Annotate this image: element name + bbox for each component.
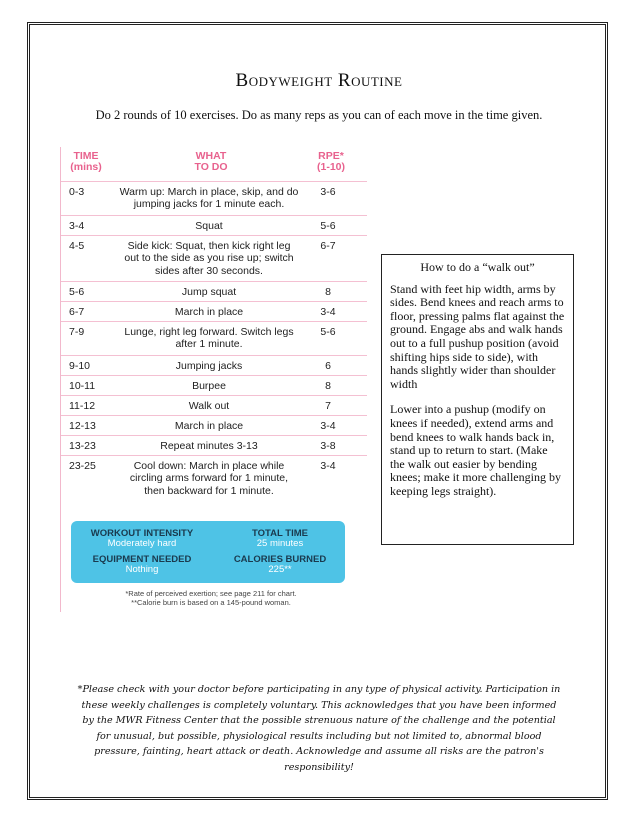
header-what: WHAT TO DO <box>194 150 228 173</box>
row-rpe: 3-4 <box>320 306 336 318</box>
table-row <box>61 235 367 280</box>
calories-label: CALORIES BURNED <box>233 554 327 565</box>
row-what: Side kick: Squat, then kick right leg out to the side as you rise up; switch sides after 30 seconds. <box>124 240 294 277</box>
row-rpe: 6 <box>325 360 331 372</box>
table-row <box>61 181 367 214</box>
row-what: Jump squat <box>181 286 237 298</box>
row-time: 12-13 <box>69 420 96 432</box>
row-time: 23-25 <box>69 460 96 472</box>
footnote-rpe: *Rate of perceived exertion; see page 211 for chart. <box>125 589 297 598</box>
row-what: Squat <box>195 220 223 232</box>
row-what: Walk out <box>188 400 230 412</box>
table-row <box>61 301 367 322</box>
table-row <box>61 375 367 396</box>
row-time: 4-5 <box>69 240 85 252</box>
routine-table <box>60 147 367 612</box>
disclaimer-text: *Please check with your doctor before participating in any type of physical activity. Participation in these weekly challenges is completely voluntary. This acknowledges that you have been informed by the MWR Fitness Center that the possible strenuous nature of the challenge and the potential for unusual, but possible, physiological results including but not limited to, abnormal blood pressure, fainting, heart attack or death. Acknowledge and assume all risks are the patron's responsibility! <box>77 684 561 773</box>
row-what: Lunge, right leg forward. Switch legs after 1 minute. <box>124 326 294 351</box>
row-rpe: 3-4 <box>320 420 336 432</box>
table-row <box>61 215 367 236</box>
table-header <box>61 151 367 183</box>
walkout-title: How to do a “walk out” <box>420 260 535 274</box>
row-rpe: 5-6 <box>320 326 336 338</box>
row-rpe: 5-6 <box>320 220 336 232</box>
table-row <box>61 321 367 354</box>
row-rpe: 3-6 <box>320 186 336 198</box>
row-time: 5-6 <box>69 286 85 298</box>
workout-stats-box <box>71 521 345 583</box>
intensity-label: WORKOUT INTENSITY <box>90 528 194 539</box>
row-time: 0-3 <box>69 186 85 198</box>
table-row <box>61 281 367 302</box>
page-title: Bodyweight Routine <box>235 70 403 91</box>
row-time: 10-11 <box>69 380 96 392</box>
table-row <box>61 395 367 416</box>
total-time-label: TOTAL TIME <box>252 528 308 539</box>
row-time: 7-9 <box>69 326 85 338</box>
row-time: 3-4 <box>69 220 85 232</box>
walkout-step-1: Stand with feet hip width, arms by sides. Bend knees and reach arms to floor, pressing palms flat against the ground. Engage abs and walk hands out to a full pushup position (avoid shifting hips side to side), with hands slightly wider than shoulder width <box>390 281 565 391</box>
table-row <box>61 455 367 500</box>
equipment-label: EQUIPMENT NEEDED <box>92 554 192 565</box>
table-row <box>61 355 367 376</box>
row-what: Cool down: March in place while circling arms forward for 1 minute, then backward for 1 minute. <box>129 460 289 497</box>
row-what: March in place <box>174 306 244 318</box>
walkout-instructions-box <box>381 254 574 545</box>
row-what: Jumping jacks <box>175 360 243 372</box>
table-footnotes <box>71 589 351 607</box>
table-row <box>61 435 367 456</box>
row-rpe: 6-7 <box>320 240 336 252</box>
equipment-value: Nothing <box>125 564 159 575</box>
row-rpe: 7 <box>325 400 331 412</box>
row-what: Warm up: March in place, skip, and do jumping jacks for 1 minute each. <box>119 186 299 211</box>
header-rpe: RPE* (1-10) <box>316 150 345 173</box>
row-time: 9-10 <box>69 360 91 372</box>
calories-value: 225** <box>268 564 292 575</box>
row-time: 13-23 <box>69 440 96 452</box>
row-rpe: 8 <box>325 380 331 392</box>
footnote-calories: **Calorie burn is based on a 145-pound woman. <box>131 598 291 607</box>
total-time-value: 25 minutes <box>256 538 304 549</box>
intensity-value: Moderately hard <box>107 538 177 549</box>
row-rpe: 3-8 <box>320 440 336 452</box>
table-row <box>61 415 367 436</box>
row-what: Burpee <box>192 380 226 392</box>
row-what: Repeat minutes 3-13 <box>160 440 258 452</box>
intro-text: Do 2 rounds of 10 exercises. Do as many reps as you can of each move in the time given. <box>95 108 543 122</box>
row-rpe: 3-4 <box>320 460 336 472</box>
row-what: March in place <box>174 420 244 432</box>
row-rpe: 8 <box>325 286 331 298</box>
walkout-step-2: Lower into a pushup (modify on knees if needed), extend arms and bend knees to walk hands back in, stand up to return to start. (Make the walk out easier by bending knees; make it more challenging by keeping legs straight). <box>390 402 561 498</box>
row-time: 11-12 <box>69 400 96 412</box>
header-time: TIME (mins) <box>70 150 102 173</box>
row-time: 6-7 <box>69 306 85 318</box>
